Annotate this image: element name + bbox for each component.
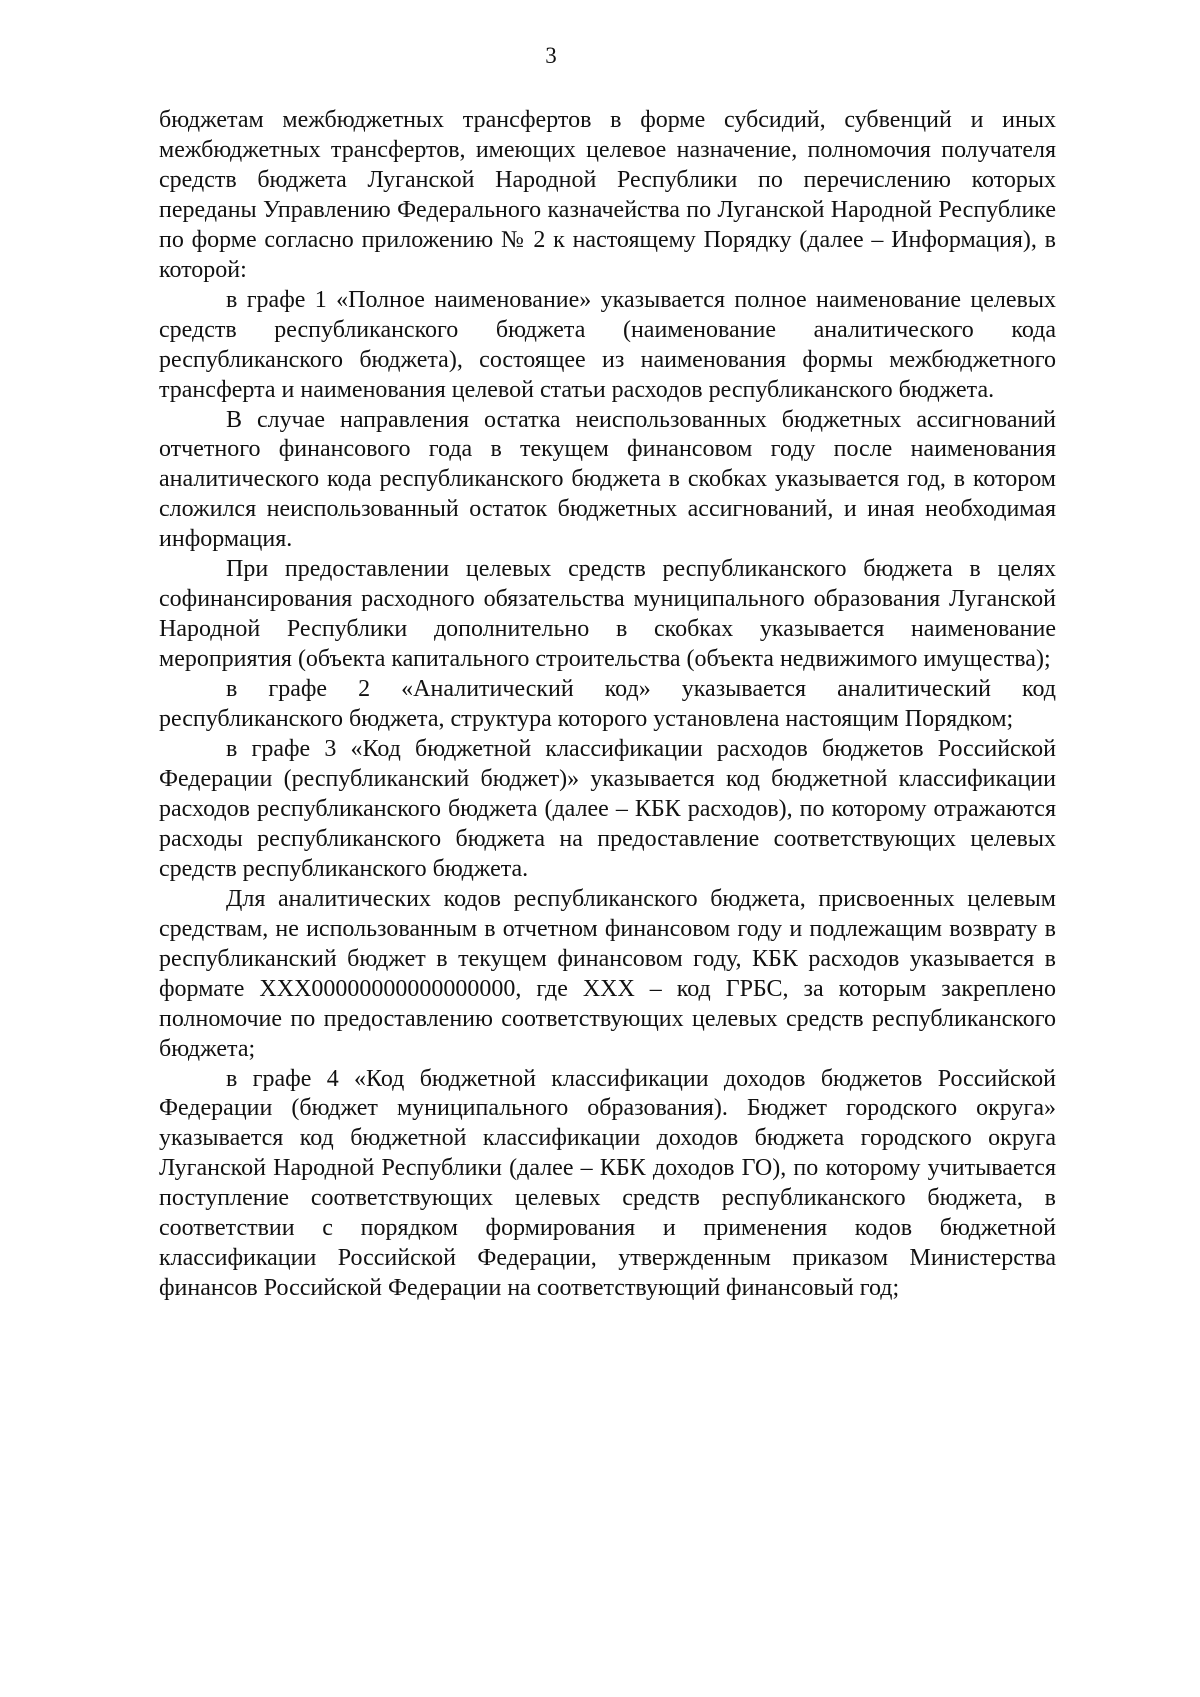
paragraph-column-4: в графе 4 «Код бюджетной классификации доходов бюджетов Российской Федерации (бюджет муниципального образования). Бюджет городского округа» указывается код бюджетной классификации доходов бюджета городского округа Луганской Народной Республики (далее – КБК доходов ГО), по которому учитывается поступление соответствующих целевых средств республиканского бюджета, в соответствии с порядком формирования и применения кодов бюджетной классификации Российской Федерации, утвержденным приказом Министерства финансов Российской Федерации на соответствующий финансовый год;	[159, 1065, 1056, 1302]
page-number: 3	[545, 43, 557, 68]
document-body	[159, 106, 1056, 1304]
paragraph-column-3: в графе 3 «Код бюджетной классификации расходов бюджетов Российской Федерации (республиканский бюджет)» указывается код бюджетной классификации расходов республиканского бюджета (далее – КБК расходов), по которому отражаются расходы республиканского бюджета на предоставление соответствующих целевых средств республиканского бюджета.	[159, 736, 1056, 882]
paragraph-continuation: бюджетам межбюджетных трансфертов в форме субсидий, субвенций и иных межбюджетных трансфертов, имеющих целевое назначение, полномочия получателя средств бюджета Луганской Народной Республики по перечислению которых переданы Управлению Федерального казначейства по Луганской Народной Республике по форме согласно приложению № 2 к настоящему Порядку (далее – Информация), в которой:	[159, 107, 1056, 283]
paragraph-kbk-format: Для аналитических кодов республиканского бюджета, присвоенных целевым средствам, не использованным в отчетном финансовом году и подлежащим возврату в республиканский бюджет в текущем финансовом году, КБК расходов указывается в формате XXX00000000000000000, где XXX – код ГРБС, за которым закреплено полномочие по предоставлению соответствующих целевых средств республиканского бюджета;	[159, 885, 1056, 1062]
paragraph-column-1: в графе 1 «Полное наименование» указывается полное наименование целевых средств республиканского бюджета (наименование аналитического кода республиканского бюджета), состоящее из наименования формы межбюджетного трансферта и наименования целевой статьи расходов республиканского бюджета.	[159, 286, 1056, 403]
paragraph-column-2: в графе 2 «Аналитический код» указывается аналитический код республиканского бюджета, структура которого установлена настоящим Порядком;	[159, 676, 1056, 733]
paragraph-cofinancing: При предоставлении целевых средств республиканского бюджета в целях софинансирования расходного обязательства муниципального образования Луганской Народной Республики дополнительно в скобках указывается наименование мероприятия (объекта капитального строительства (объекта недвижимого имущества);	[159, 556, 1056, 673]
paragraph-unused-balance: В случае направления остатка неиспользованных бюджетных ассигнований отчетного финансового года в текущем финансовом году после наименования аналитического кода республиканского бюджета в скобках указывается год, в котором сложился неиспользованный остаток бюджетных ассигнований, и иная необходимая информация.	[159, 406, 1056, 553]
